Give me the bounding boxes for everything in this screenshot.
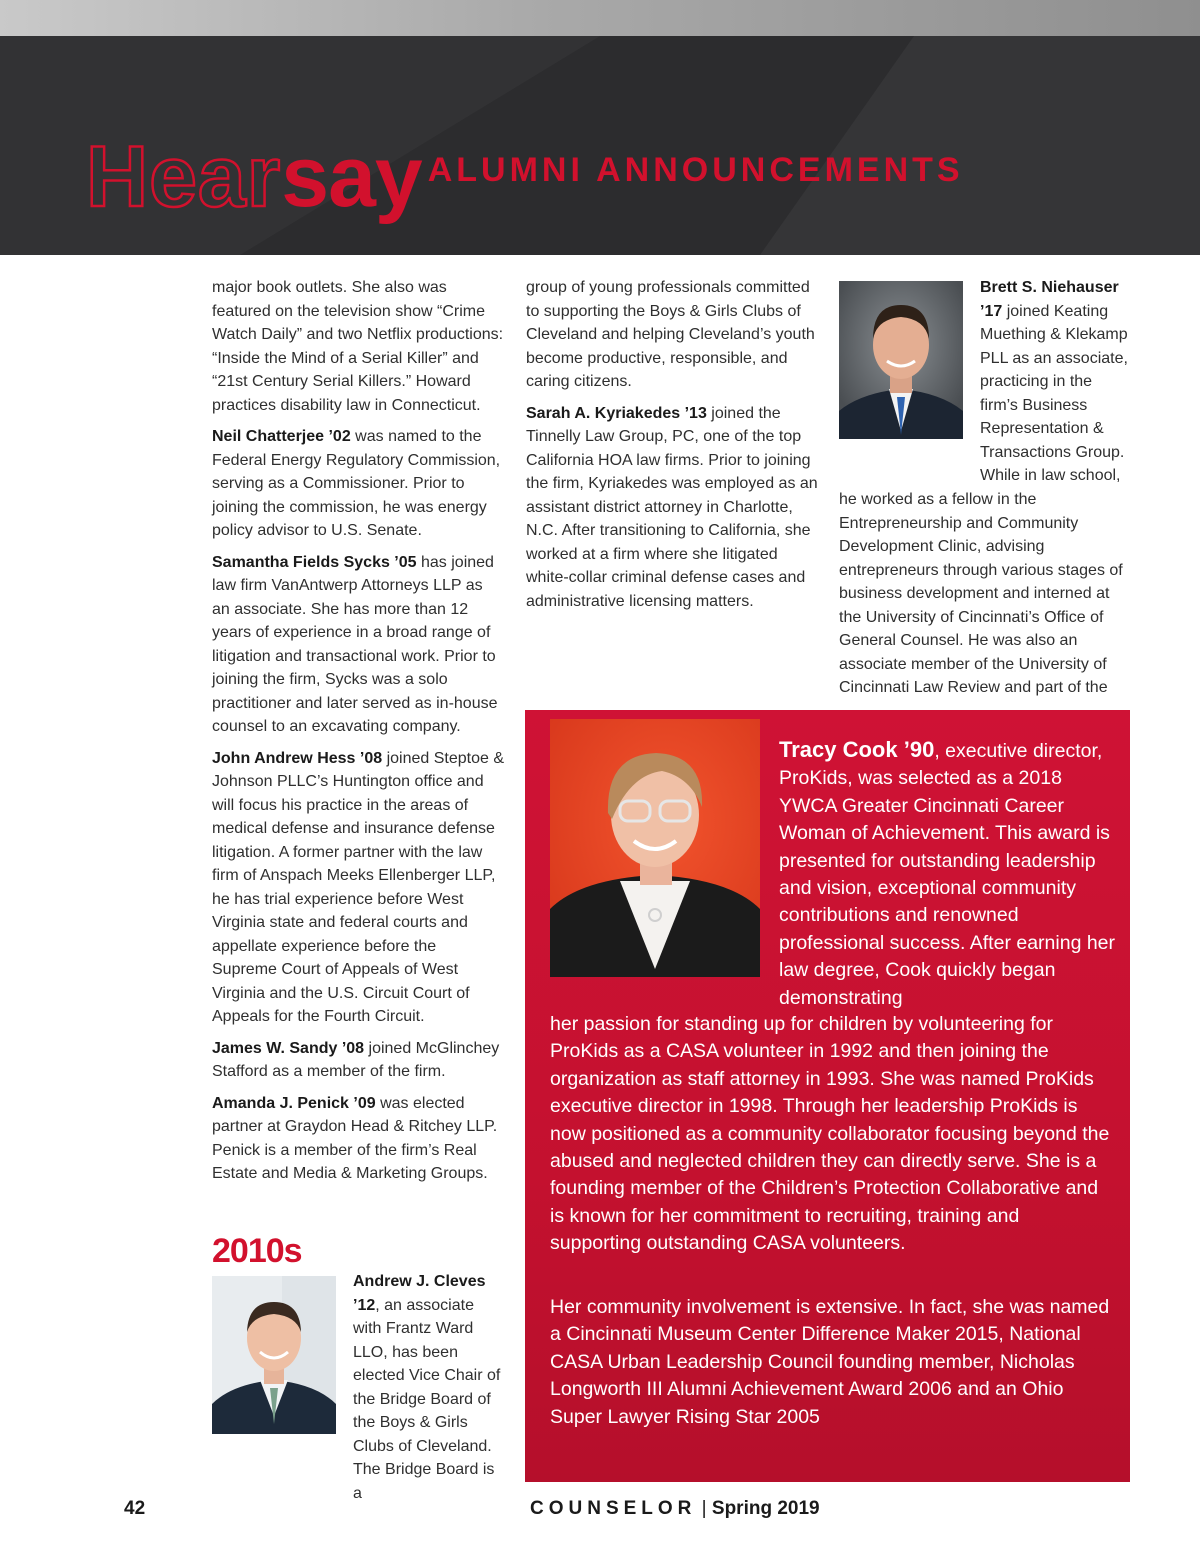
announcement-chatterjee: Neil Chatterjee ’02 was named to the Federal Energy Regulatory Commission, serving as a Commissioner. Prior to joining the commission, he was energy policy advisor to U.S. Senate.	[212, 428, 501, 539]
page-number: 42	[124, 1498, 146, 1519]
alumni-name: Sarah A. Kyriakedes ’13	[526, 404, 707, 422]
announcement-niehauser: Brett S. Niehauser ’17 joined Keating Muething & Klekamp PLL as an associate, practicing in the firm’s Business Representation & Transactions Group. While in law school,	[980, 279, 1128, 484]
feature-name: Tracy Cook ’90	[779, 737, 935, 762]
alumni-name: John Andrew Hess ’08	[212, 749, 383, 767]
alumni-name: Samantha Fields Sycks ’05	[212, 553, 417, 571]
alumni-name: Amanda J. Penick ’09	[212, 1094, 376, 1112]
section-title: ALUMNI ANNOUNCEMENTS	[427, 151, 964, 189]
cleves-photo	[212, 1276, 336, 1434]
alumni-name: Brett S. Niehauser ’17	[980, 279, 1119, 320]
publication-name: COUNSELOR	[530, 1498, 697, 1519]
issue-label: Spring 2019	[711, 1498, 820, 1519]
hearsay-logo	[86, 80, 964, 225]
logo-outline-text: Hear	[86, 129, 282, 225]
feature-intro: Tracy Cook ’90, executive director, ProKids, was selected as a 2018 YWCA Greater Cincinnati Career Woman of Achievement. This award is presented for outstanding leadership and vision, exceptional community contributions and renowned professional success. After earning her law degree, Cook quickly began demonstrating	[779, 737, 1116, 1009]
alumni-name: Neil Chatterjee ’02	[212, 428, 351, 445]
feature-body-2: Her community involvement is extensive. In fact, she was named a Cincinnati Museum Center Difference Maker 2015, National CASA Urban Leadership Council founding member, Nicholas Longworth III Alumni Achievement Award 2006 and an Ohio Super Lawyer Rising Star 2005	[550, 1296, 1110, 1428]
logo-solid-text: say	[281, 129, 422, 225]
announcement-continued: major book outlets. She also was featured on the television show “Crime Watch Daily” and two Netflix productions: “Inside the Mind of a Serial Killer” and “21st Century Serial Killers.” Howard practices disability law in Connecticut.	[212, 279, 504, 414]
announcement-penick: Amanda J. Penick ’09 was elected partner at Graydon Head & Ritchey LLP. Penick is a member of the firm’s Real Estate and Media & Marketing Groups.	[212, 1094, 498, 1182]
decade-heading: 2010s	[212, 1232, 302, 1270]
announcement-hess: John Andrew Hess ’08 joined Steptoe & Johnson PLLC’s Huntington office and will focus his practice in the areas of medical defense and insurance defense litigation. A former partner with the law firm of Anspach Meeks Ellenberger LLP, he has trial experience before West Virginia state and federal courts and appellate experience before the Supreme Court of Appeals of West Virginia and the U.S. Circuit Court of Appeals for the Fourth Circuit.	[212, 749, 504, 1025]
announcement-sycks: Samantha Fields Sycks ’05 has joined law firm VanAntwerp Attorneys LLP as an associate. She has more than 12 years of experience in a broad range of litigation and transactional work. Prior to joining the firm, Sycks was a solo practitioner and later served as in-house counsel to an excavating company.	[212, 553, 498, 735]
section-header	[0, 36, 1200, 255]
announcement-niehauser-continued: he worked as a fellow in the Entrepreneurship and Community Development Clinic, advising entrepreneurs through various stages of business development and interned at the University of Cincinnati’s Office of General Counsel. He was also an associate member of the University of Cincinnati Law Review and part of the	[839, 491, 1123, 696]
niehauser-photo	[839, 281, 963, 439]
alumni-name: James W. Sandy ’08	[212, 1039, 365, 1057]
column-2	[526, 276, 818, 621]
publication-footer: COUNSELOR | Spring 2019	[530, 1498, 820, 1519]
announcement-continued: group of young professionals committed to supporting the Boys & Girls Clubs of Cleveland and helping Cleveland’s youth become productive, responsible, and caring citizens.	[526, 279, 815, 390]
header-top-strip	[0, 0, 1200, 36]
column-1	[212, 276, 504, 1194]
tracy-cook-photo	[550, 719, 760, 977]
announcement-kyriakedes: Sarah A. Kyriakedes ’13 joined the Tinnelly Law Group, PC, one of the top California HOA law firms. Prior to joining the firm, Kyriakedes was employed as an assistant district attorney in Charlotte, N.C. After transitioning to California, she worked at a firm where she litigated white-collar criminal defense cases and administrative licensing matters.	[526, 404, 818, 610]
announcement-cleves: Andrew J. Cleves ’12, an associate with Frantz Ward LLO, has been elected Vice Chair of the Bridge Board of the Boys & Girls Clubs of Cleveland. The Bridge Board is a	[353, 1273, 501, 1502]
feature-body: her passion for standing up for children by volunteering for ProKids as a CASA volunteer in 1992 and then joining the organization as staff attorney in 1993. She was named ProKids executive director in 1998. Through her leadership ProKids is now positioned as a community collaborator focusing beyond the abused and neglected children they can directly serve. She is a founding member of the Children’s Protection Collaborative and is known for her commitment to recruiting, training and supporting outstanding CASA volunteers.	[550, 1013, 1110, 1255]
alumni-name: Andrew J. Cleves ’12	[353, 1273, 486, 1314]
announcement-sandy: James W. Sandy ’08 joined McGlinchey Stafford as a member of the firm.	[212, 1039, 500, 1080]
